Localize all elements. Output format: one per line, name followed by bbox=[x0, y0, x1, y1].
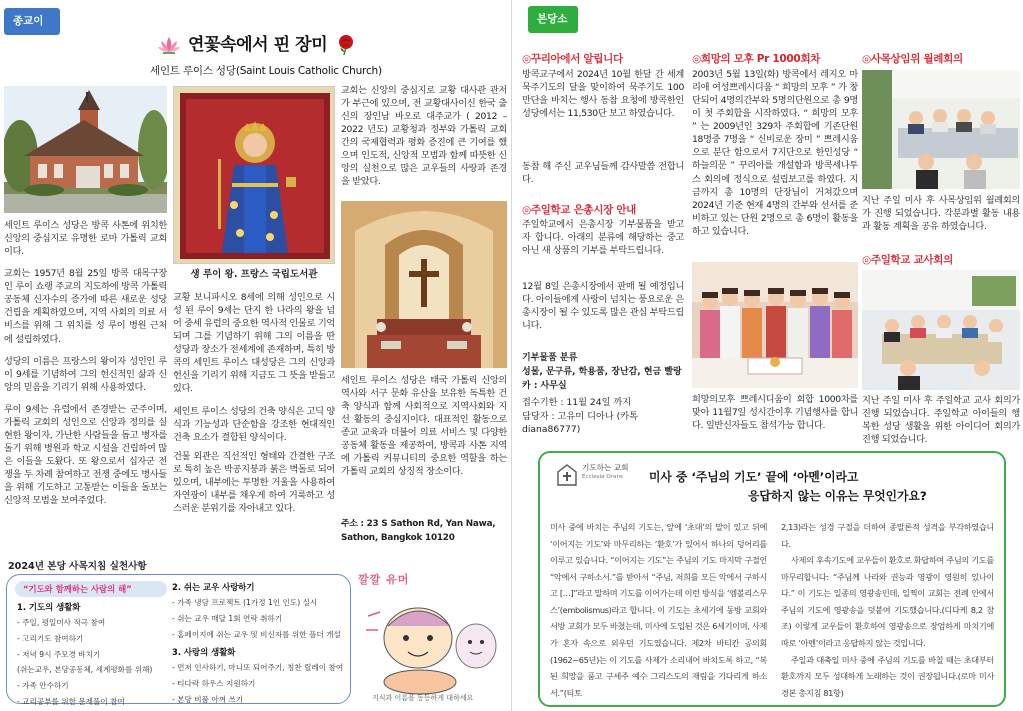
plan-column-2 bbox=[172, 580, 348, 710]
prayer-paragraph: 주일과 대축일 미사 중에 주님의 기도를 바칠 때는 초대부터 환호까지 모두 성대하게 노래하는 것이 권장됩니다.(로마 미사 경본 총지침 81항) bbox=[781, 654, 994, 698]
section-tag-parish-news: 본당소식 bbox=[528, 6, 578, 33]
plan-heading: 3. 사랑의 생활화 bbox=[172, 647, 236, 658]
plan-item: - 본당 비품 아껴 쓰기 bbox=[172, 694, 244, 704]
portrait-caption: 생 루이 왕. 프랑스 국립도서관 bbox=[190, 269, 318, 280]
plan-item: - 먼저 인사하기, 마니또 되어주기, 칭찬 릴레이 참여 bbox=[172, 663, 344, 673]
plan-item: - 주일, 평일미사 적극 참여 bbox=[17, 618, 106, 628]
curia-body: 방콕교구에서 2024년 10월 한달 간 세계 묵주기도의 달을 맞이하여 묵주기도 100만단을 바치는 행사 동참 요청에 방콕한인성당에서는 11,530단 보고 하였습니다. bbox=[522, 69, 684, 120]
article-column-2 bbox=[173, 291, 335, 524]
donation-category-heading: 기부물품 분류 bbox=[522, 353, 578, 363]
curia-thanks: 동참 해 주신 교우님들께 감사말씀 전합니다. bbox=[522, 161, 684, 186]
plan-item: (쉬는교우, 본당공동체, 세계평화를 위해) bbox=[17, 665, 153, 675]
pastoral-plan-title: 2024년 본당 사목지침 실천사항 bbox=[8, 561, 147, 572]
teachers-meeting-heading: ◎주일학교 교사회의 bbox=[862, 254, 953, 266]
legio-group-photo bbox=[692, 262, 858, 388]
plan-item: - 쉬는 교우 매달 1회 연락 취하기 bbox=[172, 613, 283, 623]
plan-item: - 저녁 9시 주모경 바치기 bbox=[17, 649, 101, 659]
prayer-question-line-1: 미사 중 ‘주님의 기도’ 끝에 ‘아멘’이라고 bbox=[649, 470, 859, 484]
logo-subtitle: Ecclesia Orans bbox=[582, 474, 623, 480]
col2-paragraph: 건물 외관은 직선적인 형태와 간결한 구조로 특히 높은 박공지붕과 붉은 벽돌로 되어 있으며, 내부에는 투명한 거울을 사용하여 자연광이 내부를 채우게 하여 거룩하고 성스러운 분위기를 자아내고 있다. bbox=[173, 450, 335, 514]
col2-paragraph: 세인트 루이스 성당의 건축 양식은 고딕 양식과 기능성과 단순함을 강조한 현대적인 건축 요소가 결합된 양식이다. bbox=[173, 405, 335, 443]
section-tag-religion: 종교이야기 bbox=[4, 8, 60, 35]
pastoral-council-body: 지난 주일 미사 후 사목상임위 월례회의가 진행 되었습니다. 각분과별 활동 내용과 활동 계획을 공유 하였습니다. bbox=[862, 195, 1020, 233]
donation-deadline: 접수기한 : 11월 24일 까지 bbox=[522, 397, 632, 408]
col2-paragraph: 교황 보니파시오 8세에 의해 성인으로 시성 된 루이 9세는 단지 한 나라의 왕을 넘어 중세 유럽의 중요한 역사적 인물로 기억되며 그를 기념하기 위해 그의 이름을 딴 성당과 장소가 전세계에 존재하며, 특히 방콕의 세인트 루이스 대성당은 그의 신앙과 헌신을 기리기 위해 지금도 그 뜻을 받들고 있다. bbox=[173, 292, 335, 395]
plan-item: - 가족 안수하기 bbox=[17, 681, 69, 691]
legio-body: 2003년 5월 13일(화) 방콕에서 레지오 마리애 여성쁘레시디움 “ 희망의 모후 ” 가 창단되어 4명의간부와 5명의단원으로 총 9명이 첫 주회합을 시작하였다. “ 희망의 모후 ” 는 2009년인 329차 주회합에 기존단원 18명중 7명을 “ 신비로운 장미 ” 쁘레시움으로 분단 함으로서 7지단으로 한인성당 “ 하늘의문 ” 꾸리아를 개설함과 방콕세나투스 회의에 정식으로 설립보고를 하였다. 지금까지 총 10명의 단장님이 거쳐갔으며 2024년 기준 현재 4명의 간부와 선서를 준비하고 있는 단원 2명으로 총 6명이 활동을 하고 있습니다. bbox=[692, 69, 858, 237]
col1-paragraph: 세인트 루이스 성당은 방콕 사톤에 위치한 신앙의 중심지로 유명한 로마 가톨릭 교회이다. bbox=[4, 220, 167, 258]
plan-heading: 1. 기도의 생활화 bbox=[17, 602, 81, 612]
left-page bbox=[0, 0, 511, 711]
article-title bbox=[158, 31, 388, 59]
saint-louis-portrait bbox=[173, 86, 335, 264]
prayer-question-line-2: 응답하지 않는 이유는 무엇인가요? bbox=[748, 489, 927, 503]
prayer-paragraph: 사제의 후속기도에 교우들이 환호로 화답하여 주님의 기도를 마무리합니다: “주님께 나라와 권능과 영광이 영원히 있나이다.” 이 기도는 일종의 영광송인데, 일찍이 교회는 전례 안에서 주님의 기도에 영광송을 덧붙여 기도했습니다.(디다케 8,2 참조) 이렇게 교우들이 환호하여 영광송으로 장엄하게 마치기에 따로 ‘아멘’이라고 응답하지 않는 것입니다. bbox=[781, 555, 994, 648]
church-logo-icon bbox=[554, 461, 580, 487]
curia-heading: ◎꾸리아에서 알립니다 bbox=[522, 53, 623, 65]
church-interior-photo bbox=[341, 201, 507, 368]
donation-categories: 성물, 문구류, 학용품, 장난감, 현금 빨랑카 : 사무실 bbox=[522, 367, 682, 391]
praying-church-box bbox=[538, 451, 1006, 707]
grace-market-body: 주일학교에서 은총시장 기부물품을 받고자 합니다. 아래의 분류에 해당하는 중고 아닌 새 상품의 기부를 부탁드립니다. bbox=[522, 219, 684, 257]
cartoon-drawing bbox=[358, 586, 508, 696]
grace-market-heading: ◎주일학교 은총시장 안내 bbox=[522, 204, 637, 216]
right-page bbox=[512, 0, 1023, 711]
plan-item: - 홈페이지에 쉬는 교우 및 비신자를 위한 플더 개설 bbox=[172, 629, 341, 639]
article-column-3-bottom: 세인트 루이스 성당은 태국 가톨릭 신앙의 역사와 서구 문화 유산을 보유한 독특한 건축 양식과 함께 사회적으로 지역사회와 지선 활동의 중심지이다. 대표적인 활동으로 종교 교육과 더불어 의료 서비스 및 다양한 공동체 활동을 제공하여, 방콕과 사톤 지역에 가톨릭 커뮤니티의 중요한 역할을 하는 가톨릭 교회의 상징적 장소이다. bbox=[341, 375, 507, 478]
humor-cartoon bbox=[358, 572, 508, 707]
donation-contact: 담당자 : 고유미 디아나 (카톡 diana86777) bbox=[522, 411, 638, 436]
rose-icon bbox=[335, 34, 357, 56]
legio-heading: ◎희망의 모후 Pr 1000회차 bbox=[692, 53, 821, 65]
article-column-1 bbox=[4, 219, 167, 516]
pastoral-council-heading: ◎사목상임위 월례회의 bbox=[862, 53, 963, 65]
pastoral-council-photo bbox=[862, 70, 1020, 189]
cartoon-title: 깔깔 유머 bbox=[358, 573, 410, 586]
plan-item: - 교리공부를 위한 문제풀이 참여 bbox=[17, 696, 125, 706]
church-address: 주소 : 23 S Sathon Rd, Yan Nawa, Sathon, Bangkok 10120 bbox=[341, 519, 496, 544]
teachers-meeting-body: 지난 주일 미사 후 주일학교 교사 회의가 진행 되었습니다. 주일학교 아이들의 행복한 성당 생활을 위한 아이디어 회의가 진행 되었습니다. bbox=[862, 395, 1020, 446]
plan-column-1 bbox=[17, 600, 172, 711]
church-exterior-photo bbox=[4, 86, 167, 213]
legio-caption: 희망의모후 쁘레시디움이 회합 1000차를 맞아 11월7일 성시간이후 기념행사를 합니다. 일반신자들도 참석가능 합니다. bbox=[692, 394, 858, 432]
plan-item: - 고리기도 참여하기 bbox=[17, 633, 84, 643]
article-column-3-top: 교회는 신앙의 중심지로 교황 대사관 관저가 부근에 있으며, 전 교황대사이신 한국 출신의 장인남 바오로 대주교가 ( 2012 – 2022 년도) 교황청과 정부와 가톨릭 교회 간의 국제협력과 평화 증진에 큰 기여를 했으며 인도적, 신앙적 모범과 함께 따뜻한 신앙의 실천으로 많은 교우들의 사랑과 존경을 받았다. bbox=[341, 85, 507, 188]
prayer-paragraph: 2,13)라는 성경 구절을 더하여 종말론적 성격을 부각하였습니다. bbox=[781, 522, 994, 549]
plan-item: - 가족 냉담 프로젝트 (1가정 1인 인도) 실시 bbox=[172, 598, 318, 608]
plan-heading: 2. 쉬는 교우 사랑하기 bbox=[172, 582, 255, 592]
praying-church-logo bbox=[554, 459, 634, 489]
article-subtitle: 세인트 루이스 성당(Saint Louis Catholic Church) bbox=[150, 65, 382, 77]
prayer-column-left: 미사 중에 바치는 주님의 기도는, 앞에 ‘초대’의 말이 있고 뒤에 ‘이어지는 기도’와 마무리하는 ‘환호’가 있어서 하나의 덩어리를 이루고 있습니다. “이어지는 기도”는 주님의 기도 마지막 구절인 “악에서 구하소서.”를 받아서 “주님, 저희를 모든 악에서 구하시고 […]”라고 말하며 기도를 이어가는데 이런 방식을 ‘엠볼리스무스’(embolismus)라고 합니다. 이 기도는 초세기에 동방 교회와 서방 교회가 모두 바쳤는데, 미사에 도입된 것은 6세기이며, 사제가 혼자 속으로 외우던 기도였습니다. 제2차 바티칸 공의회(1962~65년)는 이 기도를 사제가 소리내어 바치도록 하고, “복된 희망을 품고 구세주 예수 그리스도의 재림을 기다리게 하소서.”(티토 bbox=[550, 522, 767, 698]
title-text: 연꽃속에서 핀 장미 bbox=[188, 34, 328, 55]
teachers-meeting-photo bbox=[862, 270, 1020, 390]
grace-market-body-2: 12월 8일 은총시장에서 판매 될 예정입니다. 아이들에게 사랑이 넘치는 풍요로운 은총시장이 될 수 있도록 많은 관심 부탁드립니다. bbox=[522, 281, 684, 332]
plan-item: - 티다락 하우스 지원하기 bbox=[172, 679, 256, 689]
col1-paragraph: 루이 9세는 유럽에서 존경받는 군주이며, 가톨릭 교회의 성인으로 신앙과 정의를 실현한 왕이자, 가난한 사람들을 돕고 병자를 돌기 위해 병원과 학교 시설을 건립하여 많은 이들을 도왔다. 또 왕으로서 십자군 전쟁을 두 차례 참여하고 전쟁 중에도 병사들을 위해 기도하고 고통받는 이들을 돌보는 신앙적 모범을 보여주었다. bbox=[4, 403, 167, 507]
col1-paragraph: 교회는 1957년 8월 25일 방콕 대목구장인 루이 쇼랭 주교의 지도하에 방콕 가톨릭 공동체 신자수의 증가에 따른 새로운 성당 건립을 계획하였으며, 지역 사회의 의료 서비스를 위해 그 위치를 성 루이 병원 근처에 설립하였다. bbox=[4, 268, 167, 345]
cartoon-caption: 지식과 이름을 동등하게 대하세요 bbox=[372, 694, 474, 702]
prayer-column-right bbox=[781, 519, 994, 701]
pastoral-plan-box bbox=[6, 574, 351, 704]
plan-banner: “기도와 함께하는 사람의 해” bbox=[15, 581, 167, 597]
lotus-icon bbox=[158, 35, 180, 55]
logo-title: 기도하는 교회 bbox=[582, 463, 629, 472]
col1-paragraph: 성당의 이름은 프랑스의 왕이자 성인인 루이 9세를 기념하여 그의 헌신적인 삶과 신앙의 믿음을 기리기 위해 사용하였다. bbox=[4, 355, 167, 393]
